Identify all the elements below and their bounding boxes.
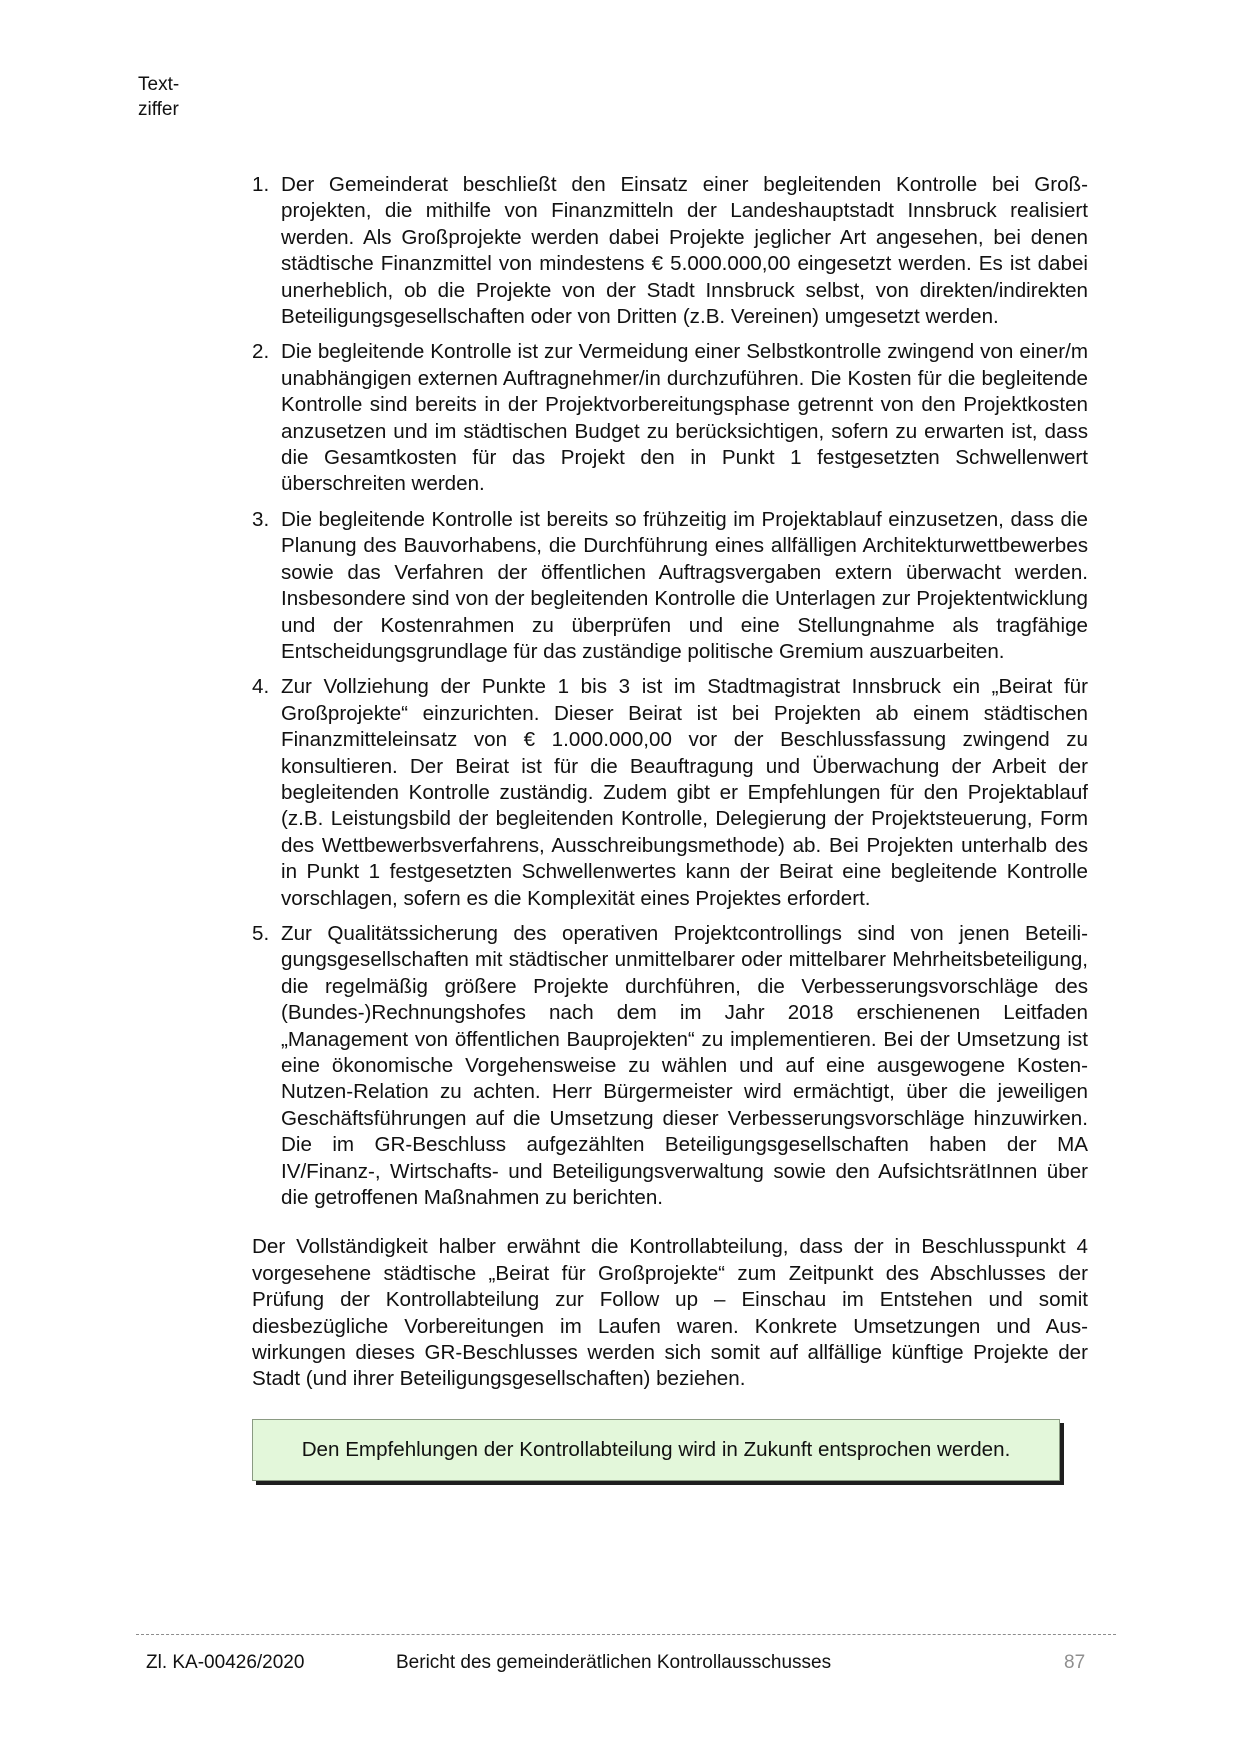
callout-text: Den Empfehlungen der Kontrollabteilung wird in Zukunft entsprochen werden. [301, 1437, 1011, 1461]
resolution-item-3 [252, 507, 1088, 665]
item-number: 1. [252, 173, 270, 196]
resolution-item-5 [252, 921, 1088, 1211]
recommendation-callout [252, 1419, 1060, 1481]
item-number: 4. [252, 675, 270, 699]
resolution-item-1 [252, 172, 1088, 330]
item-number: 3. [252, 507, 270, 531]
footer-divider [136, 1634, 1116, 1635]
item-text: Die begleitende Kontrolle ist zur Vermeidung einer Selbstkontrolle zwingend von einer/m unabhängigen externen Auftragnehmer/in durchzuführen. Die Kosten für die begleitende Kontrolle sind bereits in der Projektvorbereitungsphase getrennt von den Projektkosten anzusetzen und im städtischen Budget zu berücksichtigen, sofern zu erwarten ist, dass die Gesamtkosten für das Projekt den in Punkt 1 festgesetzten Schwellenwert überschreiten werden. [281, 340, 1088, 496]
resolution-item-4 [252, 674, 1088, 912]
item-number: 2. [252, 340, 270, 364]
item-number: 5. [252, 921, 270, 945]
footer-title: Bericht des gemeinderätlichen Kontrollausschusses [396, 1652, 832, 1673]
footer-reference: Zl. KA-00426/2020 [146, 1652, 305, 1673]
margin-label-line2: ziffer [138, 99, 179, 120]
item-text: Zur Qualitätssicherung des operativen Projektcontrollings sind von jenen Beteiligungsgesellschaften mit städtischer unmittelbarer oder mittelbarer Mehrheitsbeteiligung, die regelmäßig größere Projekte durchführen, die Verbesserungsvorschläge des (Bundes-)Rechnungshofes nach dem im Jahr 2018 erschienenen Leitfaden „Management von öffentlichen Bauprojekten“ zu implementieren. Bei der Umsetzung ist eine ökonomische Vorgehensweise zu wählen und auf eine ausgewogene Kosten-Nutzen-Relation zu achten. Herr Bürgermeister wird ermächtigt, über die jeweiligen Geschäftsführungen auf die Umsetzung dieser Verbesserungsvorschläge hinzuwirken. Die im GR-Beschluss aufgezählten Beteiligungsgesellschaften haben der MA IV/Finanz-, Wirtschafts- und Beteiligungsverwaltung sowie den AufsichtsrätInnen über die getroffenen Maßnahmen zu berichten. [281, 921, 1088, 1210]
margin-label-textziffer [138, 72, 179, 122]
resolution-item-2 [252, 339, 1088, 497]
page-number: 87 [1064, 1652, 1086, 1673]
item-text: Der Gemeinderat beschließt den Einsatz einer begleitenden Kontrolle bei Großprojekten, die mithilfe von Finanzmitteln der Landeshauptstadt Innsbruck realisiert werden. Als Großprojekte werden dabei Projekte jeglicher Art angesehen, bei denen städtische Finanzmittel von mindestens € 5.000.000,00 eingesetzt werden. Es ist dabei unerheblich, ob die Projekte von der Stadt Innsbruck selbst, von direkten/indirekten Beteiligungsgesellschaften oder von Dritten (z.B. Vereinen) umgesetzt werden. [281, 173, 1088, 329]
closing-paragraph: Der Vollständigkeit halber erwähnt die Kontrollabteilung, dass der in Beschlusspunkt 4 vorgesehene städtische „Beirat für Großprojekte“ zum Zeitpunkt des Abschlusses der Prüfung der Kontrollabteilung zur Follow up – Einschau im Entstehen und somit diesbezügliche Vorbereitungen im Laufen waren. Konkrete Umsetzungen und Auswirkungen dieses GR-Beschlusses werden sich somit auf allfällige künftige Projekte der Stadt (und ihrer Beteiligungsgesellschaften) beziehen. [252, 1235, 1088, 1391]
item-text: Die begleitende Kontrolle ist bereits so frühzeitig im Projektablauf einzusetzen, dass die Planung des Bauvorhabens, die Durchführung eines allfälligen Architekturwettbewerbes sowie das Verfahren der öffentlichen Auftragsvergaben extern überwacht werden. Insbesondere sind von der begleitenden Kontrolle die Unterlagen zur Projektentwicklung und der Kostenrahmen zu überprüfen und eine Stellungnahme als tragfähige Entscheidungsgrundlage für das zuständige politische Gremium auszuarbeiten. [281, 507, 1088, 663]
item-text: Zur Vollziehung der Punkte 1 bis 3 ist im Stadtmagistrat Innsbruck ein „Beirat für Großprojekte“ einzurichten. Dieser Beirat ist bei Projekten ab einem städtischen Finanzmitteleinsatz von € 1.000.000,00 vor der Beschlussfassung zwingend zu konsultieren. Der Beirat ist für die Beauftragung und Überwachung der Arbeit der begleitenden Kontrolle zuständig. Zudem gibt er Empfehlungen für den Projektablauf (z.B. Leistungsbild der begleitenden Kontrolle, Delegierung der Projektsteuerung, Form des Wettbewerbsverfahrens, Ausschreibungsmethode) ab. Bei Projekten unterhalb des in Punkt 1 festgesetzten Schwellenwertes kann der Beirat eine begleitende Kontrolle vorschlagen, sofern es die Komplexität eines Projektes erfordert. [281, 675, 1088, 910]
margin-label-line1: Text- [138, 74, 180, 95]
main-content [252, 172, 1088, 1481]
